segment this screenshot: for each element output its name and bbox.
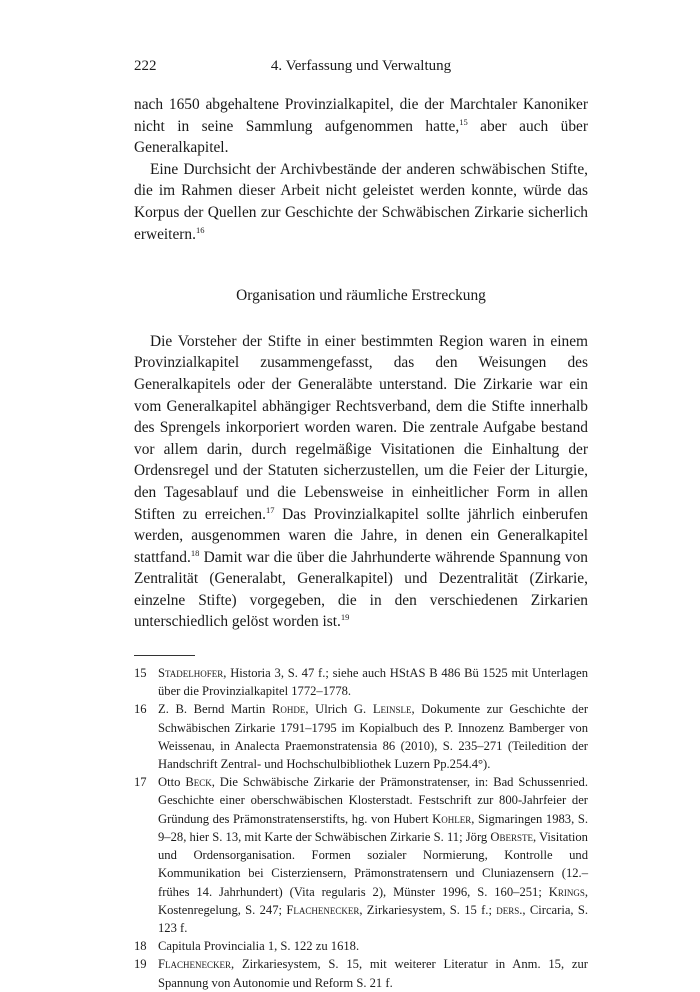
footnote-text: Stadelhofer, Historia 3, S. 47 f.; siehe auch HStAS B 486 Bü 1525 mit Unterlagen über die Provinzialkapitel 1772–1778. xyxy=(158,666,588,699)
footnote-19 xyxy=(134,955,588,991)
footnote-text: Otto Beck, Die Schwäbische Zirkarie der Prämonstratenser, in: Bad Schussenried. Geschichte einer oberschwäbischen Klosterstadt. Festschrift zur 800-Jahrfeier der Gründung des Prämonstratenserstifts, hg. von Hubert Kohler, Sigmaringen 1983, S. 9–28, hier S. 13, mit Karte der Schwäbischen Zirkarie S. 11; Jörg Oberste, Visitation und Ordensorganisation. Formen sozialer Normierung, Kontrolle und Kommunikation bei Cisterziensern, Prämonstratensern und Cluniazensern (12.– frühes 14. Jahrhundert) (Vita regularis 2), Münster 1996, S. 160–251; Krings, Kostenregelung, S. 247; Flachenecker, Zirkariesystem, S. 15 f.; ders., Circaria, S. 123 f. xyxy=(158,775,589,935)
paragraph-2: Eine Durchsicht der Archivbestände der anderen schwäbischen Stifte, die im Rahmen dieser Arbeit nicht geleistet werden konnte, würde das Korpus der Quellen zur Geschichte der Schwäbischen Zirkarie sicherlich erweitern.$^{16}$ xyxy=(134,160,588,243)
footnote-number: 16 xyxy=(134,702,147,717)
footnote-ref-17[interactable]: 17 xyxy=(265,504,275,515)
footnote-ref-18[interactable]: 18 xyxy=(190,547,200,558)
paragraph-1: nach 1650 abgehaltene Provinzialkapitel, die der Marchtaler Kanoniker nicht in seine Sammlung aufgenommen hatte,$^{15}$ aber auch über Generalkapitel. xyxy=(134,96,588,157)
footnote-number: 18 xyxy=(134,939,147,954)
footnote-16 xyxy=(134,700,588,773)
footnote-ref-15[interactable]: 15 xyxy=(459,116,468,127)
footnote-text: Flachenecker, Zirkariesystem, S. 15, mit weiterer Literatur in Anm. 15, zur Spannung von Autonomie und Reform S. 21 f. xyxy=(158,957,588,990)
footnote-text: Capitula Provincialia 1, S. 122 zu 1618. xyxy=(158,939,360,954)
footnote-number: 15 xyxy=(134,666,147,681)
footnote-ref-19[interactable]: 19 xyxy=(340,612,350,623)
page-number: 222 xyxy=(134,58,157,74)
footnote-number: 19 xyxy=(134,957,147,972)
footnote-ref-16[interactable]: 16 xyxy=(195,224,205,235)
footnote-15 xyxy=(134,664,588,700)
section-heading: Organisation und räumliche Erstreckung xyxy=(236,287,486,305)
running-head xyxy=(134,58,588,80)
chapter-title: 4. Verfassung und Verwaltung xyxy=(270,58,452,74)
footnote-number: 17 xyxy=(134,775,147,790)
footnote-17 xyxy=(134,773,588,937)
footnote-text: Z. B. Bernd Martin Rohde, Ulrich G. Leinsle, Dokumente zur Geschichte der Schwäbischen Zirkarie 1791–1795 im Kopialbuch des P. Innozenz Bamberger von Weissenau, in Analecta Praemonstratensia 86 (2010), S. 235–271 (Teiledition der Handschrift Zentral- und Hochschulbibliothek Luzern Pp.254.4°). xyxy=(158,702,589,772)
paragraph-3: Die Vorsteher der Stifte in einer bestimmten Region waren in einem Provinzialkapitel zusammengefasst, das den Weisungen des Generalkapitels oder der Generaläbte unterstand. Die Zirkarie war ein vom Generalkapitel abhängiger Rechtsverband, dem die Stifte innerhalb des Sprengels inkorporiert worden waren. Die zentrale Aufgabe bestand vor allem darin, durch regelmäßige Visitationen die Einhaltung der Ordensregel und der Statuten sicherzustellen, um die Feier der Liturgie, den Tagesablauf und die Lebensweise in einheitlicher Form in allen Stiften zu erreichen.$^{17}$ Das Provinzialkapitel sollte jährlich einberufen werden, ausgenommen waren die Jahre, in denen ein Generalkapitel stattfand.$^{18}$ Damit war die über die Jahrhunderte währende Spannung von Zentralität (Generalabt, Generalkapitel) und Dezentralität (Zirkarie, einzelne Stifte) vorgegeben, die in den verschiedenen Zirkarien unterschiedlich gelöst worden ist.$^{19}$ xyxy=(134,332,589,631)
body-text xyxy=(134,94,588,633)
footnotes xyxy=(134,664,588,992)
footnote-18 xyxy=(134,937,588,955)
book-page xyxy=(134,58,588,992)
footnote-divider xyxy=(134,655,195,656)
